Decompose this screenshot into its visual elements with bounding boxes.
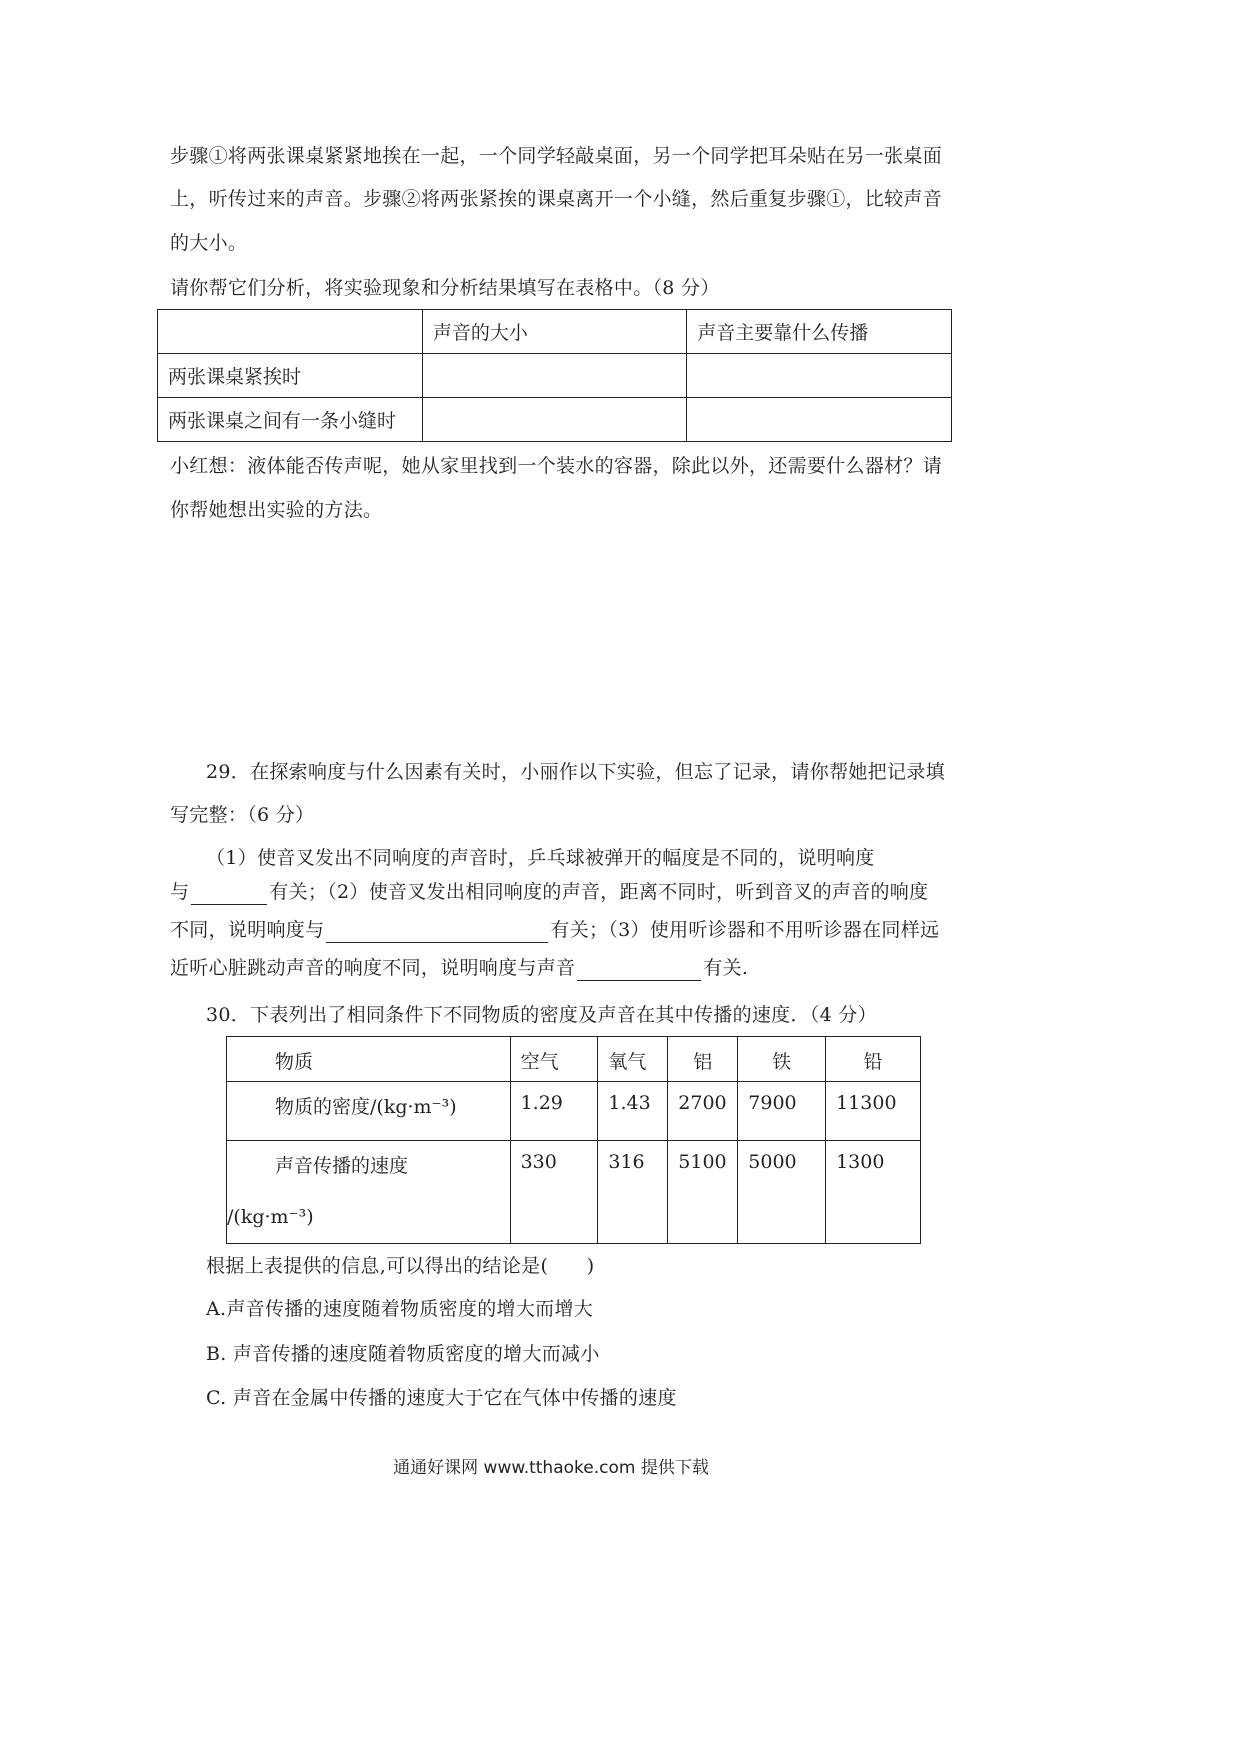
text-fragment: 与	[170, 881, 190, 903]
table-cell: 两张课桌之间有一条小缝时	[158, 398, 423, 442]
table-header-cell: 铝	[668, 1037, 738, 1082]
table-header-cell: 物质	[227, 1037, 511, 1082]
fill-blank-2[interactable]	[326, 922, 548, 943]
table-cell: 1.29	[510, 1082, 598, 1141]
table-header-cell: 声音的大小	[422, 310, 686, 354]
table-cell: 1300	[826, 1141, 921, 1244]
table-header-cell: 铅	[826, 1037, 921, 1082]
table-row	[158, 354, 952, 398]
option-a[interactable]: A.声音传播的速度随着物质密度的增大而增大	[206, 1298, 594, 1320]
density-speed-table	[226, 1036, 921, 1244]
question-text-line: 小红想：液体能否传声呢，她从家里找到一个装水的容器，除此以外，还需要什么器材？请	[170, 455, 943, 477]
fill-blank-1[interactable]	[191, 884, 267, 905]
question-29-line	[170, 917, 939, 943]
table-header-cell	[158, 310, 423, 354]
instruction-line: 请你帮它们分析，将实验现象和分析结果填写在表格中。（8 分）	[170, 277, 720, 299]
table-cell: 11300	[826, 1082, 921, 1141]
table-cell: 5100	[668, 1141, 738, 1244]
option-c[interactable]: C. 声音在金属中传播的速度大于它在气体中传播的速度	[206, 1387, 677, 1409]
row-label: 物质的密度/(kg·m⁻³)	[227, 1082, 511, 1141]
row-label-line: 声音传播的速度	[275, 1155, 409, 1177]
text-fragment: 有关；（3）使用听诊器和不用听诊器在同样远	[550, 919, 940, 941]
text-fragment: 近听心脏跳动声音的响度不同，说明响度与声音	[170, 957, 576, 979]
fill-blank-3[interactable]	[577, 960, 701, 981]
footer-text: 通通好课网 www.tthaoke.com 提供下载	[393, 1458, 709, 1478]
table-header-cell: 声音主要靠什么传播	[687, 310, 952, 354]
table-cell: 316	[598, 1141, 668, 1244]
step-text-line: 步骤①将两张课桌紧紧地挨在一起，一个同学轻敲桌面，另一个同学把耳朵贴在另一张桌面	[170, 145, 943, 167]
table-header-cell: 空气	[510, 1037, 598, 1082]
table-cell: 330	[510, 1141, 598, 1244]
question-29-line: （1）使音叉发出不同响度的声音时，乒乓球被弹开的幅度是不同的，说明响度	[206, 847, 875, 869]
question-29-line	[170, 879, 928, 905]
table-row	[227, 1037, 921, 1082]
question-29-line: 29．在探索响度与什么因素有关时，小丽作以下实验，但忘了记录，请你帮她把记录填	[206, 761, 945, 783]
experiment-table	[157, 309, 952, 442]
table-header-cell: 铁	[738, 1037, 826, 1082]
table-cell: 1.43	[598, 1082, 668, 1141]
question-text-line: 你帮她想出实验的方法。	[170, 499, 383, 521]
table-row	[227, 1082, 921, 1141]
step-text-line: 上，听传过来的声音。步骤②将两张紧挨的课桌离开一个小缝，然后重复步骤①，比较声音	[170, 188, 943, 210]
text-fragment: 有关；（2）使音叉发出相同响度的声音，距离不同时，听到音叉的声音的响度	[269, 881, 929, 903]
answer-cell[interactable]	[687, 354, 952, 398]
answer-cell[interactable]	[422, 398, 686, 442]
question-29-line	[170, 955, 748, 981]
table-row	[158, 310, 952, 354]
question-29-line: 写完整：（6 分）	[170, 804, 315, 826]
table-row	[227, 1141, 921, 1244]
question-30-title: 30．下表列出了相同条件下不同物质的密度及声音在其中传播的速度．（4 分）	[206, 1004, 877, 1026]
text-fragment: 不同，说明响度与	[170, 919, 325, 941]
table-cell: 7900	[738, 1082, 826, 1141]
table-cell: 5000	[738, 1141, 826, 1244]
question-30-stem: 根据上表提供的信息,可以得出的结论是( )	[206, 1255, 595, 1277]
row-label-line: /(kg·m⁻³)	[227, 1206, 314, 1228]
answer-cell[interactable]	[422, 354, 686, 398]
table-cell: 2700	[668, 1082, 738, 1141]
table-header-cell: 氧气	[598, 1037, 668, 1082]
row-label	[227, 1141, 511, 1244]
text-fragment: 有关.	[703, 957, 749, 979]
option-b[interactable]: B. 声音传播的速度随着物质密度的增大而减小	[206, 1343, 600, 1365]
table-cell: 两张课桌紧挨时	[158, 354, 423, 398]
answer-cell[interactable]	[687, 398, 952, 442]
table-row	[158, 398, 952, 442]
step-text-line: 的大小。	[170, 232, 248, 254]
